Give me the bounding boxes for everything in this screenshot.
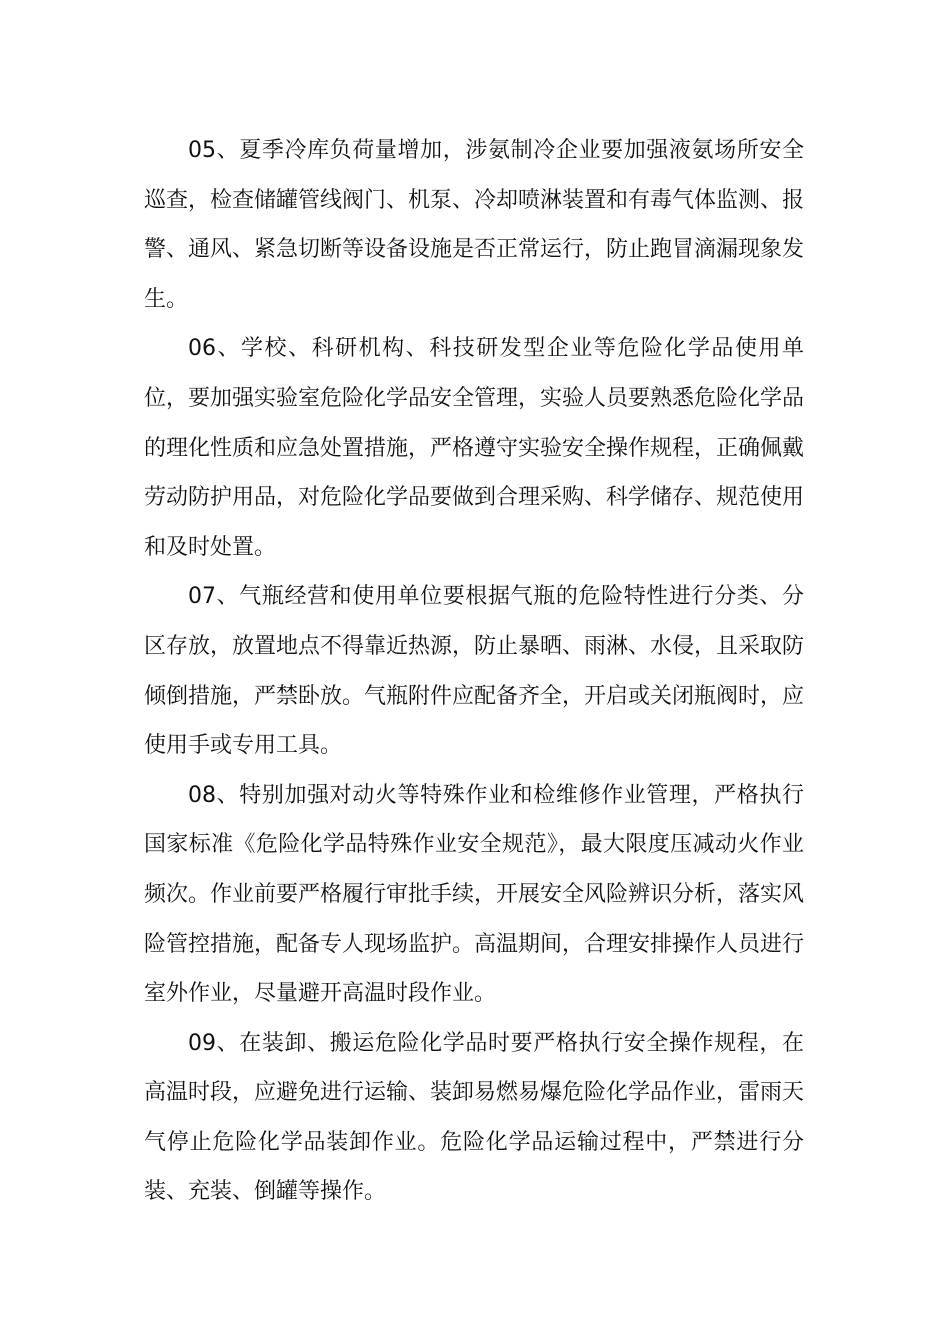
paragraph-09: 09、在装卸、搬运危险化学品时要严格执行安全操作规程，在高温时段，应避免进行运输、装卸易燃易爆危险化学品作业，雷雨天气停止危险化学品装卸作业。危险化学品运输过程中，严禁进行分装、充装、倒罐等操作。: [144, 1030, 805, 1205]
paragraph-06: 06、学校、科研机构、科技研发型企业等危险化学品使用单位，要加强实验室危险化学品安全管理，实验人员要熟悉危险化学品的理化性质和应急处置措施，严格遵守实验安全操作规程，正确佩戴劳动防护用品，对危险化学品要做到合理采购、科学储存、规范使用和及时处置。: [144, 336, 805, 560]
paragraph-05: 05、夏季冷库负荷量增加，涉氨制冷企业要加强液氨场所安全巡查，检查储罐管线阀门、机泵、冷却喷淋装置和有毒气体监测、报警、通风、紧急切断等设备设施是否正常运行，防止跑冒滴漏现象发生。: [144, 138, 805, 312]
paragraph-08: 08、特别加强对动火等特殊作业和检维修作业管理，严格执行国家标准《危险化学品特殊作业安全规范》，最大限度压减动火作业频次。作业前要严格履行审批手续，开展安全风险辨识分析，落实风险管控措施，配备专人现场监护。高温期间，合理安排操作人员进行室外作业，尽量避开高温时段作业。: [144, 782, 805, 1007]
paragraph-07: 07、气瓶经营和使用单位要根据气瓶的危险特性进行分类、分区存放，放置地点不得靠近热源，防止暴晒、雨淋、水侵，且采取防倾倒措施，严禁卧放。气瓶附件应配备齐全，开启或关闭瓶阀时，应使用手或专用工具。: [144, 584, 805, 759]
document-body: [144, 126, 804, 1217]
